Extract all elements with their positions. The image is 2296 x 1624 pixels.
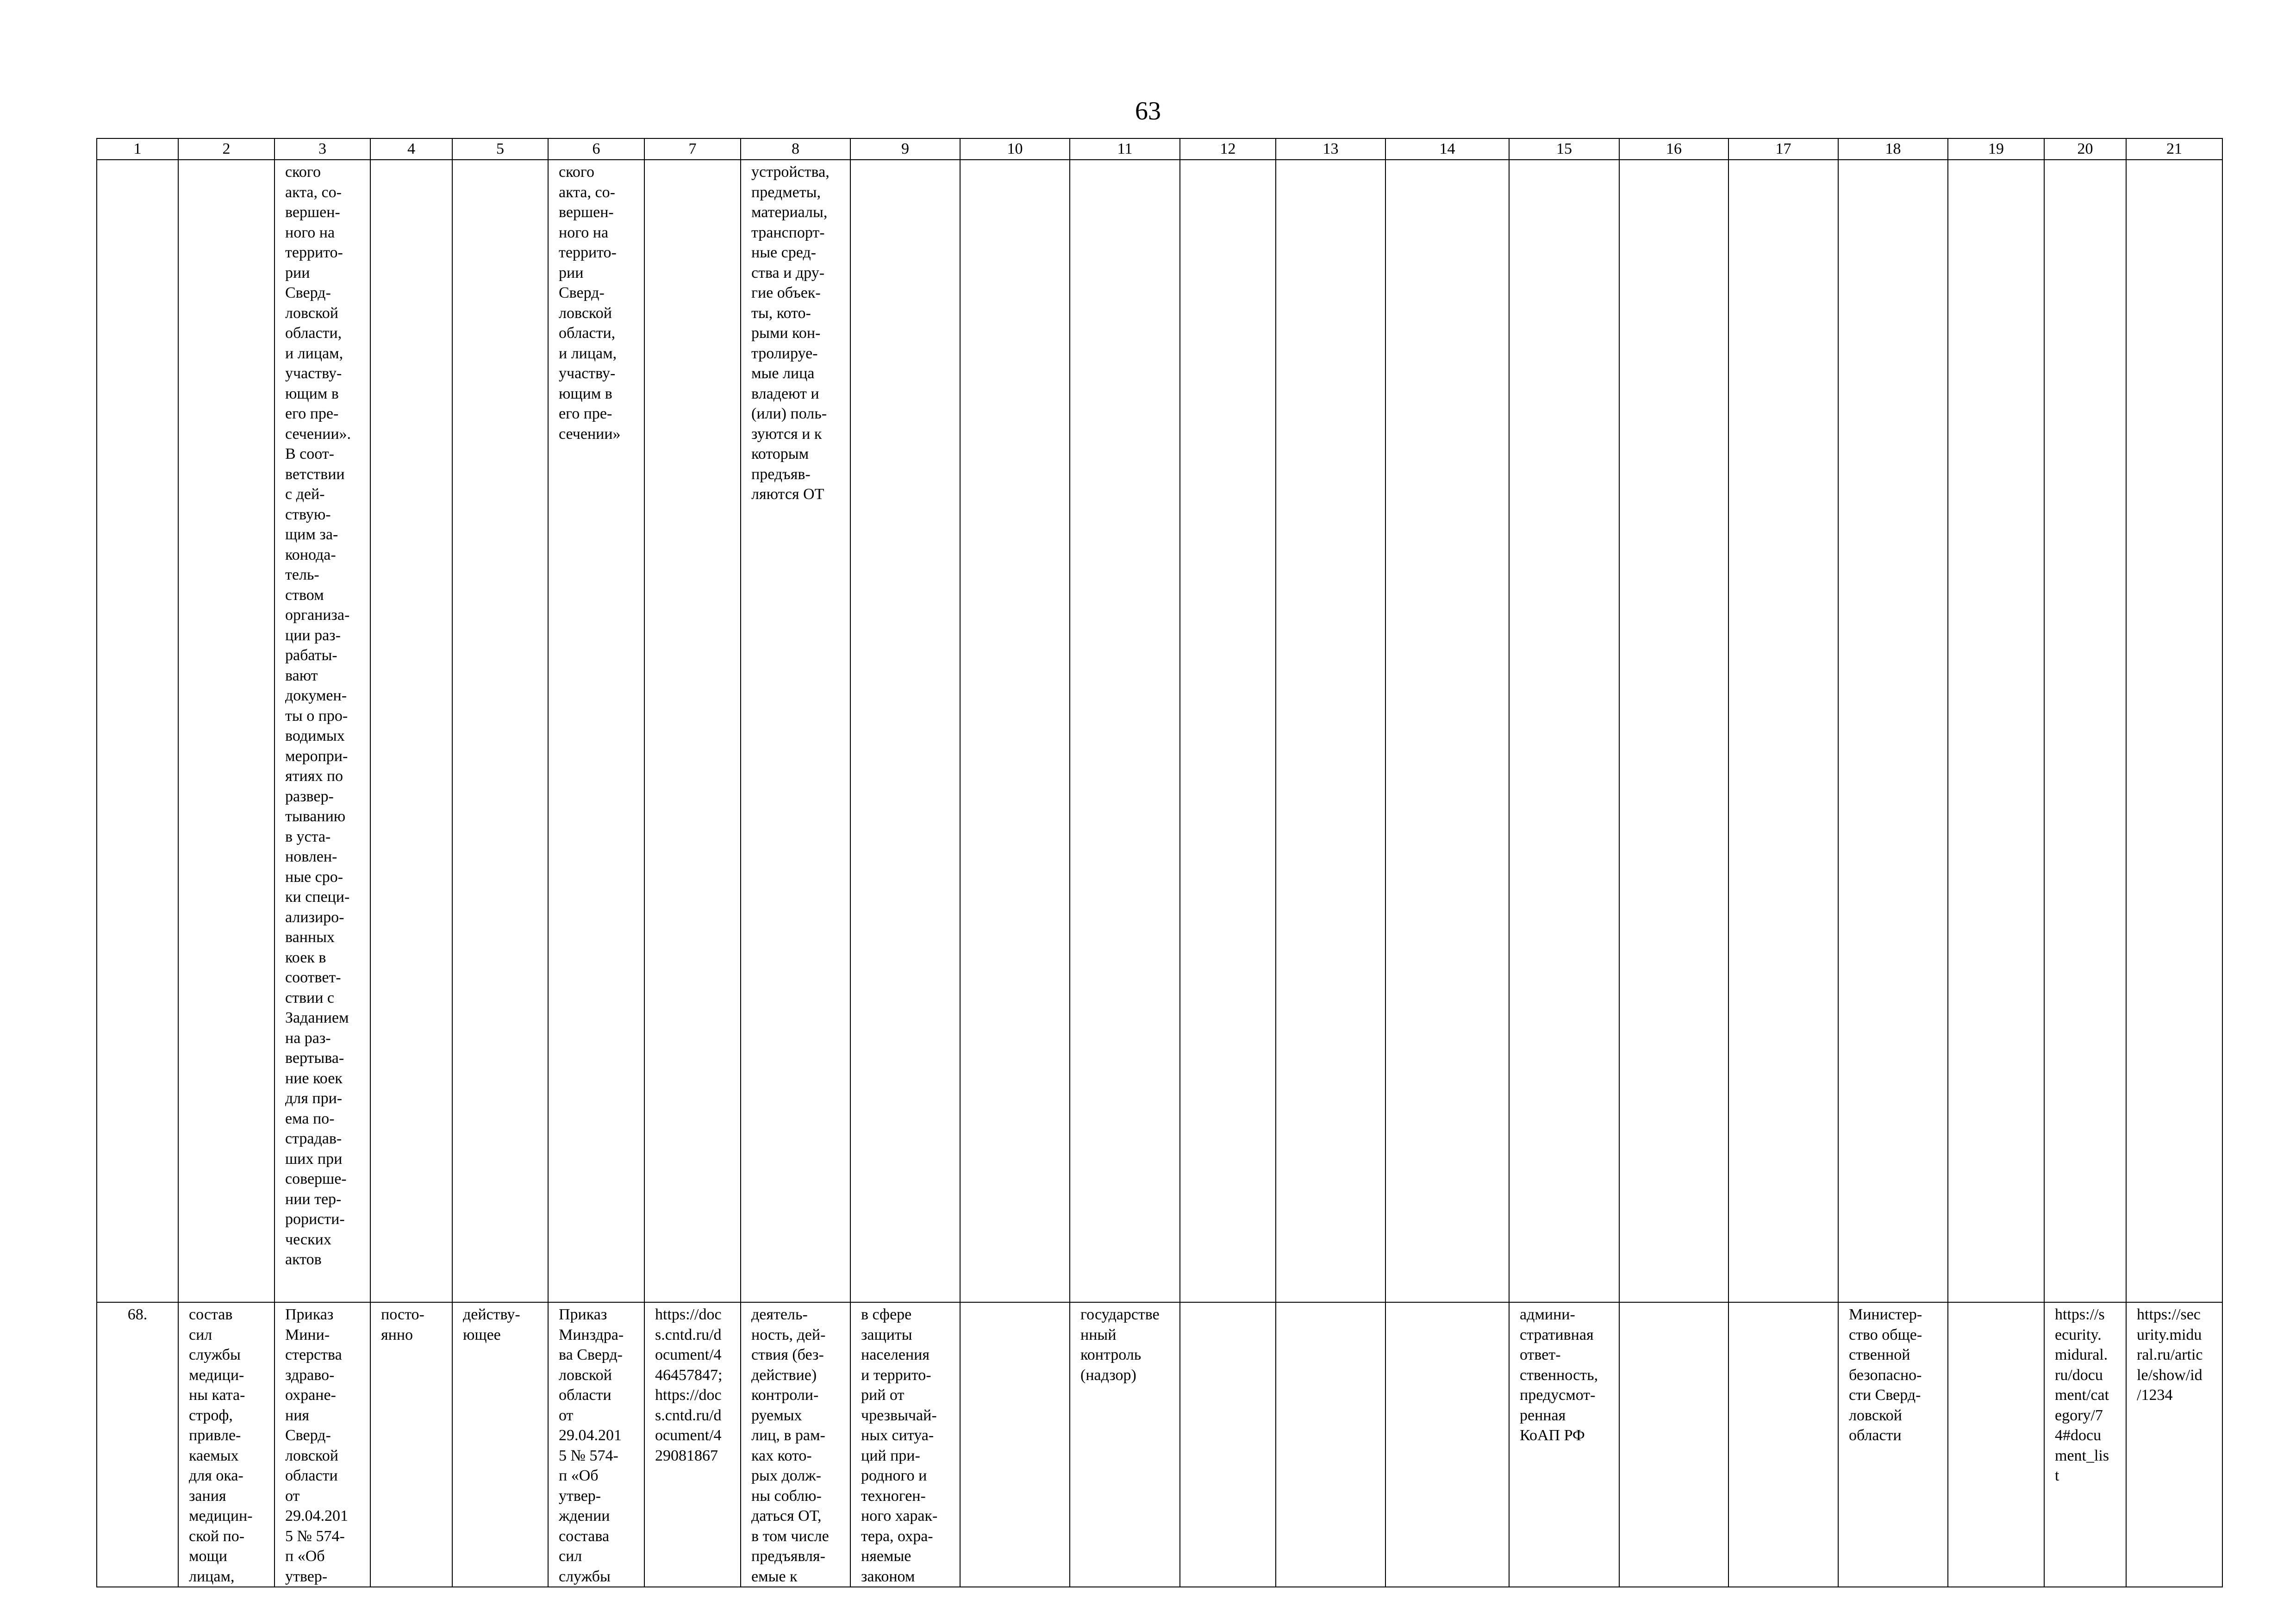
- table-cell: [452, 1302, 548, 1587]
- cell-text-line: службы: [189, 1346, 241, 1363]
- cell-text-line: террито-: [285, 244, 343, 261]
- cell-text-line: руемых: [751, 1406, 802, 1424]
- cell-text-line: 4#docu: [2055, 1427, 2102, 1444]
- cell-text-line: ций при-: [861, 1447, 920, 1464]
- column-number-cell: 15: [1509, 138, 1619, 160]
- cell-text-line: ющим в: [285, 385, 339, 402]
- cell-text-line: утвер-: [559, 1487, 601, 1505]
- cell-text-line: ru/docu: [2055, 1366, 2103, 1384]
- cell-text-line: ванных: [285, 929, 335, 946]
- cell-text-line: п «Об: [285, 1548, 325, 1565]
- table-cell: [1385, 160, 1509, 1302]
- cell-text-line: службы: [559, 1568, 611, 1585]
- cell-text-line: его пре-: [285, 405, 339, 422]
- cell-text-line: В соот-: [285, 445, 335, 462]
- cell-text-line: тера, охра-: [861, 1527, 933, 1545]
- table-cell: [275, 1302, 370, 1587]
- cell-text-line: t: [2055, 1467, 2059, 1484]
- column-number-cell: 14: [1385, 138, 1509, 160]
- table-cell: [370, 1302, 452, 1587]
- cell-text-line: Приказ: [559, 1306, 607, 1323]
- cell-text-line: гие объек-: [751, 284, 821, 301]
- cell-text-line: le/show/id: [2137, 1366, 2202, 1384]
- cell-text-line: в том числе: [751, 1527, 829, 1545]
- cell-text-line: (или) поль-: [751, 405, 827, 422]
- cell-text-line: 5 № 574-: [285, 1527, 345, 1545]
- cell-text-line: новлен-: [285, 848, 337, 865]
- table-cell: [1948, 160, 2044, 1302]
- cell-text-line: транспорт-: [751, 224, 825, 241]
- cell-text-line: утвер-: [285, 1568, 328, 1585]
- cell-text-line: зания: [189, 1487, 226, 1505]
- cell-text-line: области,: [285, 325, 342, 342]
- cell-text-line: страдав-: [285, 1130, 342, 1147]
- table-cell: [1180, 1302, 1276, 1587]
- cell-text-line: материалы,: [751, 204, 828, 221]
- cell-text-line: стерства: [285, 1346, 342, 1363]
- cell-text-line: для ока-: [189, 1467, 243, 1484]
- cell-text-line: рабаты-: [285, 647, 337, 664]
- column-number-cell: 12: [1180, 138, 1276, 160]
- cell-text-line: ность, дей-: [751, 1326, 826, 1343]
- cell-text-line: ment_lis: [2055, 1447, 2109, 1464]
- cell-text-line: для при-: [285, 1090, 343, 1107]
- table-cell: [275, 160, 370, 1302]
- cell-text-line: медицин-: [189, 1507, 253, 1524]
- cell-text-line: рии: [285, 264, 310, 281]
- cell-text-line: ализиро-: [285, 908, 344, 926]
- cell-text-line: ны ката-: [189, 1387, 245, 1404]
- table-cell: [741, 160, 850, 1302]
- cell-text-line: медици-: [189, 1366, 244, 1384]
- cell-text-line: его пре-: [559, 405, 612, 422]
- cell-text-line: няемые: [861, 1548, 911, 1565]
- cell-text-line: Сверд-: [285, 284, 331, 301]
- table-row: [97, 1302, 2222, 1587]
- cell-text-line: urity.midu: [2137, 1326, 2202, 1343]
- cell-text-line: и лицам,: [559, 344, 617, 362]
- cell-text-line: государстве: [1080, 1306, 1160, 1323]
- cell-text-line: ты, кото-: [751, 304, 811, 322]
- cell-text-line: ренная: [1520, 1406, 1566, 1424]
- cell-text-line: коек в: [285, 949, 326, 966]
- cell-text-line: ятиях по: [285, 768, 343, 785]
- cell-text-line: рых долж-: [751, 1467, 821, 1484]
- cell-text-line: вершен-: [285, 204, 340, 221]
- cell-text-line: участву-: [285, 365, 342, 382]
- column-number-cell: 17: [1728, 138, 1838, 160]
- cell-text-line: и террито-: [861, 1366, 931, 1384]
- cell-text-line: Приказ: [285, 1306, 334, 1323]
- table-cell: [1838, 160, 1948, 1302]
- cell-text-line: ема по-: [285, 1110, 335, 1127]
- column-number-cell: 20: [2044, 138, 2126, 160]
- cell-text-line: ocument/4: [655, 1427, 722, 1444]
- cell-text-line: даться ОТ,: [751, 1507, 822, 1524]
- cell-text-line: ции раз-: [285, 626, 341, 644]
- cell-text-line: тель-: [285, 566, 319, 583]
- table-cell: [850, 160, 960, 1302]
- cell-text-line: ческих: [285, 1230, 331, 1248]
- table-cell: [1180, 160, 1276, 1302]
- cell-text-line: ного харак-: [861, 1507, 938, 1524]
- cell-text-line: https://doc: [655, 1306, 722, 1323]
- cell-text-line: ocument/4: [655, 1346, 722, 1363]
- table-cell: [452, 160, 548, 1302]
- cell-text-line: мощи: [189, 1548, 227, 1565]
- cell-text-line: ловской: [559, 1366, 612, 1384]
- cell-text-line: ные сред-: [751, 244, 816, 261]
- cell-text-line: участву-: [559, 365, 616, 382]
- cell-text-line: п «Об: [559, 1467, 599, 1484]
- cell-text-line: каемых: [189, 1447, 239, 1464]
- column-number-cell: 11: [1070, 138, 1180, 160]
- cell-text-line: акта, со-: [559, 183, 615, 201]
- cell-text-line: безопасно-: [1849, 1366, 1922, 1384]
- cell-text-line: egory/7: [2055, 1406, 2103, 1424]
- column-number-cell: 4: [370, 138, 452, 160]
- cell-text-line: ждении: [559, 1507, 610, 1524]
- cell-text-line: актов: [285, 1251, 322, 1268]
- column-number-cell: 3: [275, 138, 370, 160]
- cell-text-line: ral.ru/artic: [2137, 1346, 2203, 1363]
- table-cell: [178, 160, 275, 1302]
- table-cell: [1385, 1302, 1509, 1587]
- table-cell: [1276, 160, 1385, 1302]
- cell-text-line: ловской: [285, 1447, 338, 1464]
- cell-text-line: ment/cat: [2055, 1387, 2109, 1404]
- cell-text-line: предусмот-: [1520, 1387, 1596, 1404]
- column-number-cell: 18: [1838, 138, 1948, 160]
- cell-text-line: развер-: [285, 787, 334, 805]
- cell-text-line: https://doc: [655, 1387, 722, 1404]
- cell-text-line: ствия (без-: [751, 1346, 824, 1363]
- cell-text-line: предъявля-: [751, 1548, 825, 1565]
- table-cell: [2044, 160, 2126, 1302]
- cell-text-line: https://s: [2055, 1306, 2105, 1323]
- table-row: [97, 160, 2222, 1302]
- cell-text-line: области,: [559, 325, 616, 342]
- cell-text-line: ловской: [1849, 1406, 1902, 1424]
- cell-text-line: тролируе-: [751, 344, 818, 362]
- cell-text-line: ты о про-: [285, 707, 348, 725]
- cell-text-line: Сверд-: [285, 1427, 331, 1444]
- cell-text-line: техноген-: [861, 1487, 926, 1505]
- table-cell: [1509, 160, 1619, 1302]
- cell-text-line: ство обще-: [1849, 1326, 1922, 1343]
- cell-text-line: стративная: [1520, 1326, 1594, 1343]
- table-cell: [178, 1302, 275, 1587]
- cell-text-line: предметы,: [751, 183, 821, 201]
- cell-text-line: 29.04.201: [559, 1427, 622, 1444]
- cell-text-line: акта, со-: [285, 183, 342, 201]
- cell-text-line: /1234: [2137, 1387, 2173, 1404]
- cell-text-line: ловской: [285, 304, 338, 322]
- cell-text-line: вершен-: [559, 204, 614, 221]
- cell-text-line: родного и: [861, 1467, 927, 1484]
- cell-text-line: сил: [189, 1326, 212, 1343]
- cell-text-line: Минздра-: [559, 1326, 624, 1343]
- cell-text-line: 29.04.201: [285, 1507, 348, 1524]
- cell-text-line: нии тер-: [285, 1190, 342, 1208]
- cell-text-line: ния: [285, 1406, 310, 1424]
- cell-text-line: на раз-: [285, 1029, 331, 1047]
- cell-text-line: в сфере: [861, 1306, 912, 1323]
- column-number-cell: 7: [644, 138, 741, 160]
- cell-text-line: 68.: [127, 1306, 148, 1323]
- cell-text-line: щим за-: [285, 526, 338, 543]
- cell-text-line: действие): [751, 1366, 817, 1384]
- cell-text-line: контроль: [1080, 1346, 1142, 1363]
- table-cell: [1619, 1302, 1728, 1587]
- cell-text-line: рыми кон-: [751, 325, 821, 342]
- table-cell: [1728, 160, 1838, 1302]
- cell-text-line: ством: [285, 586, 324, 604]
- cell-text-line: посто-: [381, 1306, 424, 1323]
- table-cell: [644, 160, 741, 1302]
- cell-text-line: ва Сверд-: [559, 1346, 623, 1363]
- cell-text-line: ших при: [285, 1150, 343, 1168]
- cell-text-line: с дей-: [285, 486, 325, 503]
- cell-text-line: Заданием: [285, 1009, 349, 1026]
- column-number-cell: 21: [2126, 138, 2222, 160]
- column-number-cell: 5: [452, 138, 548, 160]
- registry-table: [96, 138, 2223, 1587]
- column-number-cell: 19: [1948, 138, 2044, 160]
- cell-text-line: рии: [559, 264, 584, 281]
- cell-text-line: ках кото-: [751, 1447, 812, 1464]
- cell-text-line: населения: [861, 1346, 930, 1363]
- cell-text-line: тыванию: [285, 808, 346, 825]
- cell-text-line: водимых: [285, 727, 345, 744]
- table-cell: [960, 1302, 1070, 1587]
- cell-text-line: (надзор): [1080, 1366, 1136, 1384]
- cell-text-line: владеют и: [751, 385, 819, 402]
- cell-text-line: сил: [559, 1548, 582, 1565]
- cell-text-line: ветствии: [285, 465, 345, 483]
- table-cell: [960, 160, 1070, 1302]
- column-number-cell: 13: [1276, 138, 1385, 160]
- cell-text-line: Сверд-: [559, 284, 605, 301]
- column-number-cell: 1: [97, 138, 178, 160]
- table-cell: [548, 1302, 644, 1587]
- cell-text-line: зуются и к: [751, 425, 822, 443]
- cell-text-line: 29081867: [655, 1447, 718, 1464]
- column-number-cell: 8: [741, 138, 850, 160]
- cell-text-line: КоАП РФ: [1520, 1427, 1585, 1444]
- cell-text-line: привле-: [189, 1427, 241, 1444]
- cell-text-line: ных ситуа-: [861, 1427, 934, 1444]
- cell-text-line: действу-: [463, 1306, 520, 1323]
- cell-text-line: 5 № 574-: [559, 1447, 618, 1464]
- cell-text-line: области: [285, 1467, 338, 1484]
- cell-text-line: контроли-: [751, 1387, 819, 1404]
- cell-text-line: https://sec: [2137, 1306, 2201, 1323]
- table-cell: [1728, 1302, 1838, 1587]
- cell-text-line: деятель-: [751, 1306, 808, 1323]
- cell-text-line: ние коек: [285, 1069, 343, 1087]
- cell-text-line: ющее: [463, 1326, 501, 1343]
- cell-text-line: лиц, в рам-: [751, 1427, 825, 1444]
- cell-text-line: рий от: [861, 1387, 905, 1404]
- cell-text-line: емые к: [751, 1568, 798, 1585]
- cell-text-line: мые лица: [751, 365, 815, 382]
- cell-text-line: организа-: [285, 606, 350, 624]
- cell-text-line: лицам,: [189, 1568, 235, 1585]
- cell-text-line: вают: [285, 667, 318, 684]
- cell-text-line: 46457847;: [655, 1366, 723, 1384]
- table-cell: [97, 160, 178, 1302]
- table-cell: [548, 160, 644, 1302]
- cell-text-line: вертыва-: [285, 1049, 344, 1067]
- cell-text-line: янно: [381, 1326, 413, 1343]
- cell-text-line: ствии с: [285, 989, 334, 1006]
- cell-text-line: террито-: [559, 244, 617, 261]
- cell-text-line: защиты: [861, 1326, 912, 1343]
- table-cell: [2126, 160, 2222, 1302]
- cell-text-line: ющим в: [559, 385, 612, 402]
- cell-text-line: s.cntd.ru/d: [655, 1406, 722, 1424]
- cell-text-line: сечении»: [559, 425, 621, 443]
- table-cell: [1070, 1302, 1180, 1587]
- table-cell: [370, 160, 452, 1302]
- cell-text-line: Мини-: [285, 1326, 330, 1343]
- cell-text-line: соверше-: [285, 1170, 347, 1187]
- cell-text-line: ствую-: [285, 506, 331, 523]
- column-number-row: [97, 138, 2222, 160]
- cell-text-line: Министер-: [1849, 1306, 1922, 1323]
- table-cell: [850, 1302, 960, 1587]
- cell-text-line: сечении».: [285, 425, 351, 443]
- cell-text-line: и лицам,: [285, 344, 343, 362]
- cell-text-line: охране-: [285, 1387, 336, 1404]
- table-cell: [1838, 1302, 1948, 1587]
- page-number: 63: [1135, 97, 1161, 125]
- cell-text-line: докумен-: [285, 687, 347, 704]
- cell-text-line: состав: [189, 1306, 233, 1323]
- table-cell: [644, 1302, 741, 1587]
- cell-text-line: ства и дру-: [751, 264, 825, 281]
- cell-text-line: соответ-: [285, 969, 341, 986]
- table-cell: [741, 1302, 850, 1587]
- cell-text-line: здраво-: [285, 1366, 335, 1384]
- cell-text-line: нный: [1080, 1326, 1117, 1343]
- cell-text-line: чрезвычай-: [861, 1406, 937, 1424]
- cell-text-line: ской по-: [189, 1527, 245, 1545]
- table-cell: [97, 1302, 178, 1587]
- cell-text-line: ответ-: [1520, 1346, 1561, 1363]
- cell-text-line: ского: [285, 163, 321, 181]
- cell-text-line: ны соблю-: [751, 1487, 822, 1505]
- cell-text-line: ского: [559, 163, 594, 181]
- cell-text-line: админи-: [1520, 1306, 1575, 1323]
- cell-text-line: которым: [751, 445, 809, 462]
- cell-text-line: ственность,: [1520, 1366, 1598, 1384]
- cell-text-line: сти Сверд-: [1849, 1387, 1921, 1404]
- cell-text-line: области: [559, 1387, 611, 1404]
- cell-text-line: предъяв-: [751, 465, 811, 483]
- table-cell: [1509, 1302, 1619, 1587]
- column-number-cell: 6: [548, 138, 644, 160]
- cell-text-line: s.cntd.ru/d: [655, 1326, 722, 1343]
- cell-text-line: ственной: [1849, 1346, 1910, 1363]
- cell-text-line: меропри-: [285, 747, 348, 765]
- column-number-cell: 9: [850, 138, 960, 160]
- column-number-cell: 10: [960, 138, 1070, 160]
- cell-text-line: строф,: [189, 1406, 233, 1424]
- column-number-cell: 2: [178, 138, 275, 160]
- cell-text-line: рористи-: [285, 1211, 345, 1228]
- cell-text-line: состава: [559, 1527, 610, 1545]
- cell-text-line: ляются ОТ: [751, 486, 824, 503]
- cell-text-line: midural.: [2055, 1346, 2108, 1363]
- table-cell: [1276, 1302, 1385, 1587]
- table-cell: [2044, 1302, 2126, 1587]
- cell-text-line: ного на: [559, 224, 609, 241]
- column-number-cell: 16: [1619, 138, 1728, 160]
- cell-text-line: области: [1849, 1427, 1902, 1444]
- cell-text-line: устройства,: [751, 163, 830, 181]
- cell-text-line: ecurity.: [2055, 1326, 2102, 1343]
- cell-text-line: ловской: [559, 304, 612, 322]
- cell-text-line: от: [285, 1487, 300, 1505]
- cell-text-line: ные сро-: [285, 868, 343, 886]
- cell-text-line: конода-: [285, 546, 336, 563]
- table-cell: [2126, 1302, 2222, 1587]
- cell-text-line: законом: [861, 1568, 915, 1585]
- cell-text-line: в уста-: [285, 828, 331, 845]
- table-cell: [1619, 160, 1728, 1302]
- cell-text-line: ного на: [285, 224, 335, 241]
- cell-text-line: от: [559, 1406, 574, 1424]
- table-cell: [1070, 160, 1180, 1302]
- table-cell: [1948, 1302, 2044, 1587]
- cell-text-line: ки специ-: [285, 888, 350, 906]
